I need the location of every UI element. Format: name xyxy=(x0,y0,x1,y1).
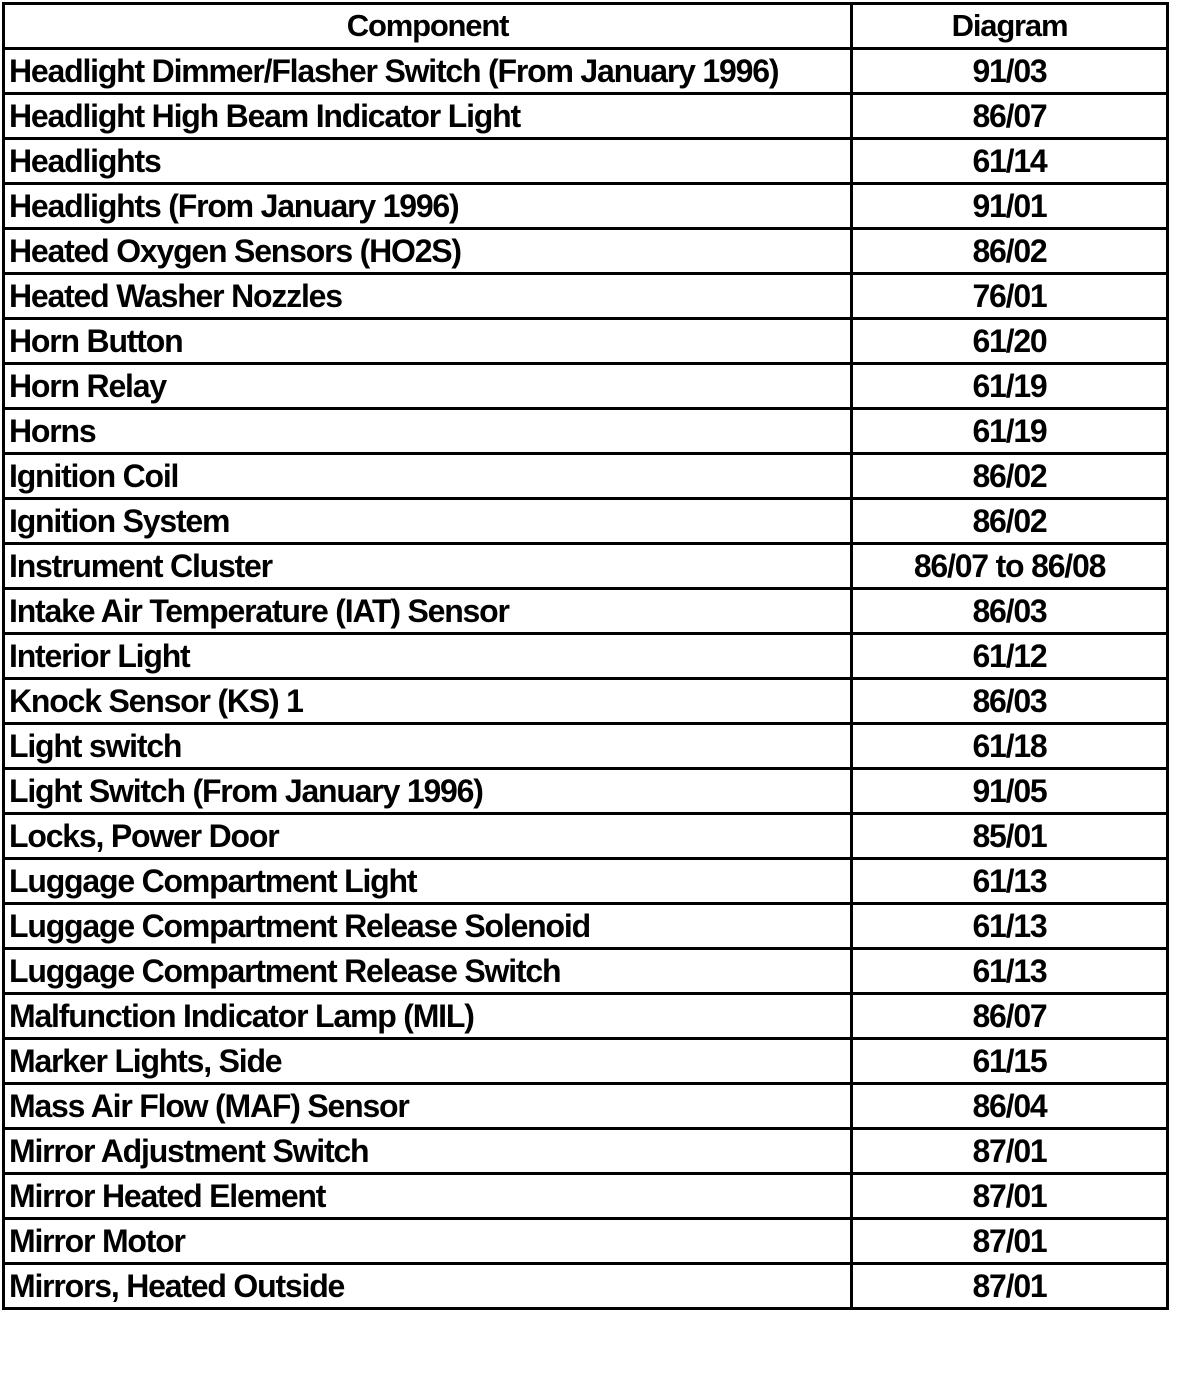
component-cell: Heated Oxygen Sensors (HO2S) xyxy=(4,229,852,274)
header-component: Component xyxy=(4,4,852,49)
diagram-cell: 86/07 xyxy=(852,994,1168,1039)
table-row xyxy=(4,949,1168,994)
diagram-cell: 61/13 xyxy=(852,904,1168,949)
component-cell: Locks, Power Door xyxy=(4,814,852,859)
diagram-cell: 91/01 xyxy=(852,184,1168,229)
table-row xyxy=(4,679,1168,724)
diagram-cell: 61/15 xyxy=(852,1039,1168,1084)
component-cell: Intake Air Temperature (IAT) Sensor xyxy=(4,589,852,634)
component-cell: Mirror Adjustment Switch xyxy=(4,1129,852,1174)
diagram-cell: 76/01 xyxy=(852,274,1168,319)
header-diagram: Diagram xyxy=(852,4,1168,49)
diagram-cell: 87/01 xyxy=(852,1129,1168,1174)
table-row xyxy=(4,229,1168,274)
component-cell: Horn Relay xyxy=(4,364,852,409)
diagram-cell: 86/04 xyxy=(852,1084,1168,1129)
diagram-cell: 61/13 xyxy=(852,859,1168,904)
diagram-cell: 61/19 xyxy=(852,364,1168,409)
component-cell: Headlights (From January 1996) xyxy=(4,184,852,229)
component-cell: Horns xyxy=(4,409,852,454)
table-row xyxy=(4,1264,1168,1309)
diagram-cell: 86/02 xyxy=(852,229,1168,274)
diagram-cell: 86/02 xyxy=(852,499,1168,544)
table-row xyxy=(4,184,1168,229)
table-row xyxy=(4,409,1168,454)
component-cell: Ignition Coil xyxy=(4,454,852,499)
component-cell: Luggage Compartment Release Switch xyxy=(4,949,852,994)
diagram-cell: 61/14 xyxy=(852,139,1168,184)
table-row xyxy=(4,904,1168,949)
diagram-cell: 85/01 xyxy=(852,814,1168,859)
table-row xyxy=(4,994,1168,1039)
diagram-cell: 86/03 xyxy=(852,679,1168,724)
table-row xyxy=(4,769,1168,814)
diagram-cell: 86/02 xyxy=(852,454,1168,499)
diagram-cell: 91/05 xyxy=(852,769,1168,814)
component-cell: Instrument Cluster xyxy=(4,544,852,589)
component-cell: Knock Sensor (KS) 1 xyxy=(4,679,852,724)
component-cell: Luggage Compartment Light xyxy=(4,859,852,904)
table-row xyxy=(4,1129,1168,1174)
diagram-cell: 61/20 xyxy=(852,319,1168,364)
diagram-cell: 86/07 to 86/08 xyxy=(852,544,1168,589)
table-row xyxy=(4,274,1168,319)
component-cell: Mirrors, Heated Outside xyxy=(4,1264,852,1309)
diagram-cell: 87/01 xyxy=(852,1264,1168,1309)
component-cell: Headlight High Beam Indicator Light xyxy=(4,94,852,139)
component-cell: Interior Light xyxy=(4,634,852,679)
component-cell: Headlight Dimmer/Flasher Switch (From January 1996) xyxy=(4,49,852,94)
table-row xyxy=(4,589,1168,634)
table-body xyxy=(4,49,1168,1309)
diagram-cell: 61/13 xyxy=(852,949,1168,994)
diagram-cell: 86/07 xyxy=(852,94,1168,139)
table-row xyxy=(4,49,1168,94)
table-row xyxy=(4,814,1168,859)
component-cell: Light Switch (From January 1996) xyxy=(4,769,852,814)
table-row xyxy=(4,1174,1168,1219)
component-cell: Mass Air Flow (MAF) Sensor xyxy=(4,1084,852,1129)
table-row xyxy=(4,94,1168,139)
component-cell: Light switch xyxy=(4,724,852,769)
table-row xyxy=(4,1219,1168,1264)
component-cell: Heated Washer Nozzles xyxy=(4,274,852,319)
diagram-cell: 91/03 xyxy=(852,49,1168,94)
table-row xyxy=(4,544,1168,589)
component-cell: Horn Button xyxy=(4,319,852,364)
component-cell: Luggage Compartment Release Solenoid xyxy=(4,904,852,949)
table-row xyxy=(4,499,1168,544)
component-cell: Marker Lights, Side xyxy=(4,1039,852,1084)
table-row xyxy=(4,139,1168,184)
diagram-cell: 86/03 xyxy=(852,589,1168,634)
table-row xyxy=(4,1039,1168,1084)
diagram-cell: 61/18 xyxy=(852,724,1168,769)
table-row xyxy=(4,1084,1168,1129)
diagram-cell: 61/19 xyxy=(852,409,1168,454)
diagram-cell: 87/01 xyxy=(852,1174,1168,1219)
component-cell: Headlights xyxy=(4,139,852,184)
diagram-cell: 61/12 xyxy=(852,634,1168,679)
table-header-row xyxy=(4,4,1168,49)
table-row xyxy=(4,454,1168,499)
table-row xyxy=(4,859,1168,904)
component-cell: Ignition System xyxy=(4,499,852,544)
table-row xyxy=(4,634,1168,679)
table-row xyxy=(4,319,1168,364)
table-row xyxy=(4,364,1168,409)
component-cell: Mirror Heated Element xyxy=(4,1174,852,1219)
component-cell: Malfunction Indicator Lamp (MIL) xyxy=(4,994,852,1039)
component-diagram-table xyxy=(2,2,1169,1310)
component-cell: Mirror Motor xyxy=(4,1219,852,1264)
table-row xyxy=(4,724,1168,769)
diagram-cell: 87/01 xyxy=(852,1219,1168,1264)
